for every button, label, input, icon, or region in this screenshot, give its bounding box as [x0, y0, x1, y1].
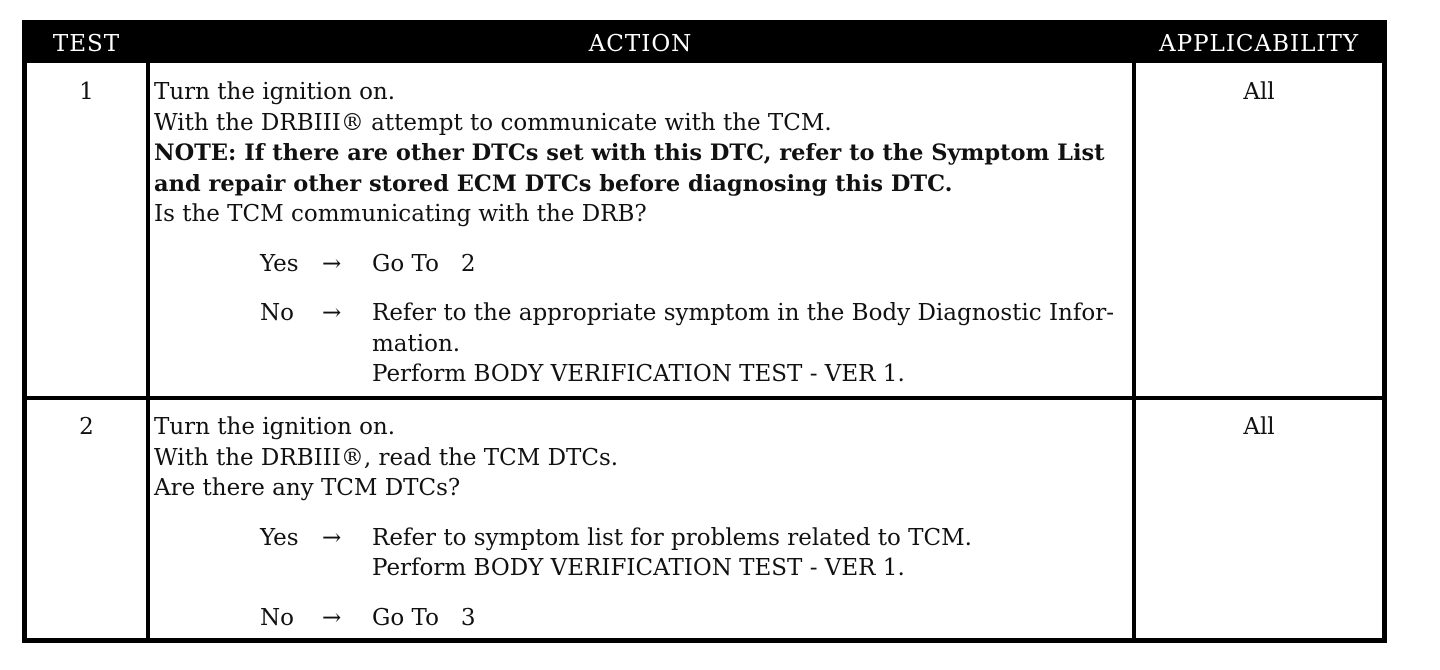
table-header [27, 25, 1382, 63]
response-text: Refer to the appropriate symptom in the Body Diagnostic Infor- [372, 300, 1114, 326]
applicability-value: All [1243, 79, 1275, 105]
response-text: Perform BODY VERIFICATION TEST - VER 1. [372, 361, 905, 387]
response-key: No [260, 300, 294, 326]
response-text: mation. [372, 330, 461, 357]
step-text: With the DRBIII® attempt to communicate with the TCM. [154, 109, 832, 136]
question-text: Are there any TCM DTCs? [154, 475, 461, 501]
response-key: Yes [260, 250, 299, 277]
response-text: Go To 3 [372, 604, 476, 631]
right-arrow-icon: → [322, 300, 342, 326]
response-key: No [260, 604, 294, 631]
response-no [154, 603, 1129, 634]
test-action-1 [154, 77, 1129, 390]
header-action: ACTION [588, 31, 693, 57]
right-arrow-icon: → [322, 250, 342, 277]
response-text: Go To 2 [372, 250, 476, 277]
response-text: Refer to symptom list for problems related to TCM. [372, 524, 972, 551]
step-text: Turn the ignition on. [154, 79, 396, 105]
row-divider [27, 396, 1382, 400]
note-text: and repair other stored ECM DTCs before diagnosing this DTC. [154, 170, 953, 197]
right-arrow-icon: → [322, 524, 342, 551]
header-applicability: APPLICABILITY [1159, 31, 1359, 57]
response-text: Perform BODY VERIFICATION TEST - VER 1. [372, 555, 905, 581]
diagnostic-test-table [22, 20, 1387, 643]
response-yes [154, 523, 1129, 584]
response-no [154, 298, 1129, 390]
header-test: TEST [52, 31, 121, 57]
right-arrow-icon: → [322, 604, 342, 631]
step-text: Turn the ignition on. [154, 414, 396, 440]
applicability-value: All [1243, 414, 1275, 440]
response-key: Yes [260, 524, 299, 551]
test-number: 1 [79, 79, 94, 105]
test-action-2 [154, 412, 1129, 633]
note-text: NOTE: If there are other DTCs set with this DTC, refer to the Symptom List [154, 140, 1105, 166]
response-yes [154, 249, 1129, 280]
question-text: Is the TCM communicating with the DRB? [154, 201, 647, 227]
column-divider [146, 63, 150, 638]
test-number: 2 [79, 414, 94, 440]
step-text: With the DRBIII®, read the TCM DTCs. [154, 444, 619, 471]
column-divider [1132, 63, 1136, 638]
